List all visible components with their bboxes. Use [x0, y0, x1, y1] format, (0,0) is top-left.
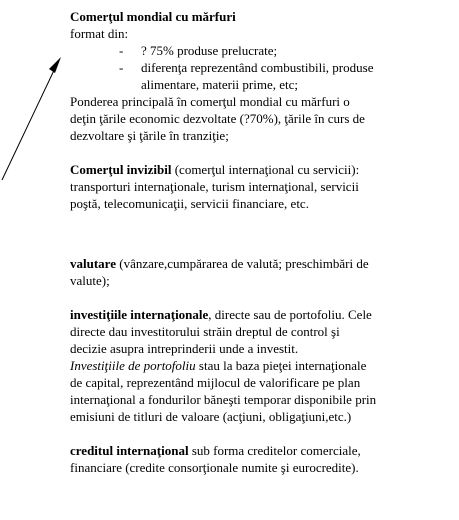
paragraph-line: Ponderea principală în comerţul mondial cu mărfuri o — [70, 94, 350, 109]
section-title-rest: , directe sau de portofoliu. Cele — [208, 307, 372, 322]
spacer — [70, 144, 453, 161]
portfolio-term: Investiţiile de portofoliu — [70, 358, 196, 373]
section-heading-investments — [70, 306, 453, 323]
paragraph-line: transporturi internaţionale, turism internaţional, servicii — [70, 179, 359, 194]
list-item-text: diferenţa reprezentând combustibili, produse — [141, 60, 374, 75]
list-item-text: ? 75% produse prelucrate; — [141, 43, 278, 58]
section-heading-credit — [70, 442, 453, 459]
document-text — [70, 8, 453, 476]
bullet-dash: - — [119, 43, 124, 58]
paragraph-line: dezvoltare şi ţările în tranziţie; — [70, 128, 229, 143]
bullet-dash: - — [119, 60, 124, 75]
section-heading-invisible-trade — [70, 161, 453, 178]
list-item — [70, 59, 453, 76]
spacer — [70, 246, 453, 255]
spacer — [70, 425, 453, 442]
spacer — [70, 289, 453, 306]
section-title-rest: (vânzare,cumpărarea de valută; preschimbări de — [115, 256, 369, 271]
section-title-merchandise: Comerţul mondial cu mărfuri — [70, 9, 236, 24]
section-title-credit: creditul internaţional — [70, 443, 189, 458]
paragraph-line: valute); — [70, 273, 110, 288]
section-title-rest: (comerţul internaţional cu servicii): — [171, 162, 360, 177]
paragraph-line: financiare (credite consorţionale numite şi eurocredite). — [70, 460, 359, 475]
paragraph-line: directe dau investitorului străin dreptul de control şi — [70, 324, 340, 339]
section-intro: format din: — [70, 26, 129, 41]
section-title-invisible: Comerţul invizibil — [70, 162, 172, 177]
list-item — [70, 42, 453, 59]
paragraph-line: poştă, telecomunicaţii, servicii financiare, etc. — [70, 196, 309, 211]
paragraph-line: deţin ţările economic dezvoltate (?70%), ţările în curs de — [70, 111, 365, 126]
paragraph-line: decizie asupra intreprinderii unde a investit. — [70, 341, 299, 356]
spacer — [70, 212, 453, 246]
paragraph-line-portfolio — [70, 357, 453, 374]
section-title-rest: sub forma creditelor comerciale, — [188, 443, 361, 458]
paragraph-line: de capital, reprezentând mijlocul de valorificare pe plan — [70, 375, 361, 390]
section-heading-currency — [70, 255, 453, 272]
portfolio-rest: stau la baza pieţei internaţionale — [195, 358, 367, 373]
paragraph-line: emisiuni de titluri de valoare (acţiuni, obligaţiuni,etc.) — [70, 409, 352, 424]
paragraph-line: internaţional a fondurilor băneşti temporar disponibile prin — [70, 392, 377, 407]
section-title-currency: valutare — [70, 256, 116, 271]
section-title-investments: investiţiile internaţionale — [70, 307, 209, 322]
list-item-continuation: alimentare, materii prime, etc; — [141, 77, 299, 92]
